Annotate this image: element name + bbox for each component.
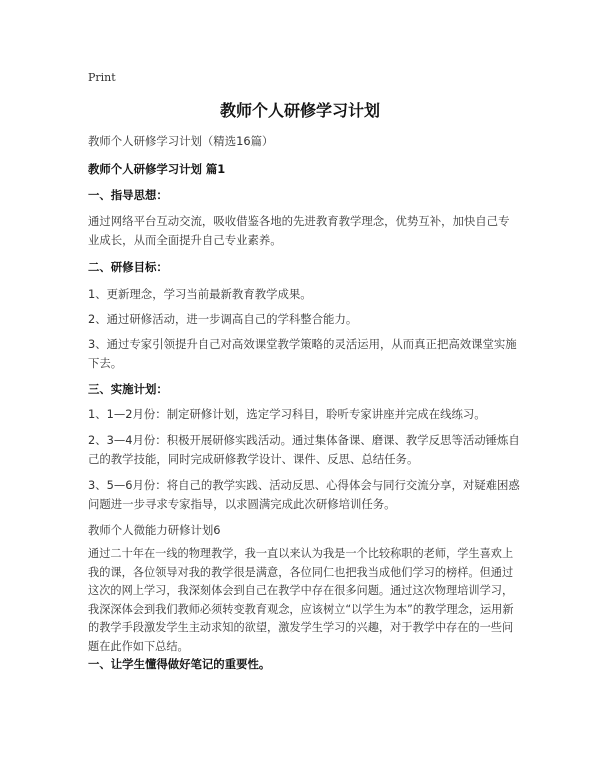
plan-item-2: 2、3—4月份：积极开展研修实践活动。通过集体备课、磨课、教学反思等活动锤炼自己的教学技能，同时完成研修教学设计、课件、反思、总结任务。 <box>88 433 520 466</box>
guiding-text: 通过网络平台互动交流，吸收借鉴各地的先进教育教学理念，优势互补，加快自己专业成长，从而全面提升自己专业素养。 <box>88 214 510 247</box>
plan-item-1: 1、1—2月份：制定研修计划，选定学习科目，聆听专家讲座并完成在线练习。 <box>88 407 486 421</box>
document-subtitle: 教师个人研修学习计划（精选16篇） <box>88 134 274 148</box>
section2-text: 通过二十年在一线的物理教学，我一直以来认为我是一个比较称职的老师，学生喜欢上我的课，各位领导对我的教学很是满意，各位同仁也把我当成他们学习的榜样。但通过这次的网上学习，我深刻体会到自己在教学中存在很多问题。通过这次物理培训学习，我深深体会到我们教师必须转变教育观念，应该树立“以学生为本”的教学理念，运用新的教学手段激发学生主动求知的欲望，激发学生学习的兴趣，对于教学中存在的一些问题在此作如下总结。 <box>88 547 514 653</box>
print-label: Print <box>88 71 116 84</box>
final-heading: 一、让学生懂得做好笔记的重要性。 <box>88 657 271 671</box>
guiding-heading: 一、指导思想： <box>88 188 168 202</box>
section1-heading: 教师个人研修学习计划 篇1 <box>88 162 226 176</box>
goal-item-1: 1、更新理念，学习当前最新教育教学成果。 <box>88 287 312 301</box>
plan-item-3: 3、5—6月份：将自己的教学实践、活动反思、心得体会与同行交流分享，对疑难困惑问题进一步寻求专家指导，以求圆满完成此次研修培训任务。 <box>88 478 520 511</box>
goal-item-3: 3、通过专家引领提升自己对高效课堂教学策略的灵活运用，从而真正把高效课堂实施下去。 <box>88 337 517 370</box>
section2-heading: 教师个人微能力研修计划6 <box>88 523 221 537</box>
document-title: 教师个人研修学习计划 <box>219 101 380 120</box>
goal-item-2: 2、通过研修活动，进一步调高自己的学科整合能力。 <box>88 312 358 326</box>
goals-heading: 二、研修目标： <box>88 260 168 274</box>
plan-heading: 三、实施计划： <box>88 382 168 396</box>
